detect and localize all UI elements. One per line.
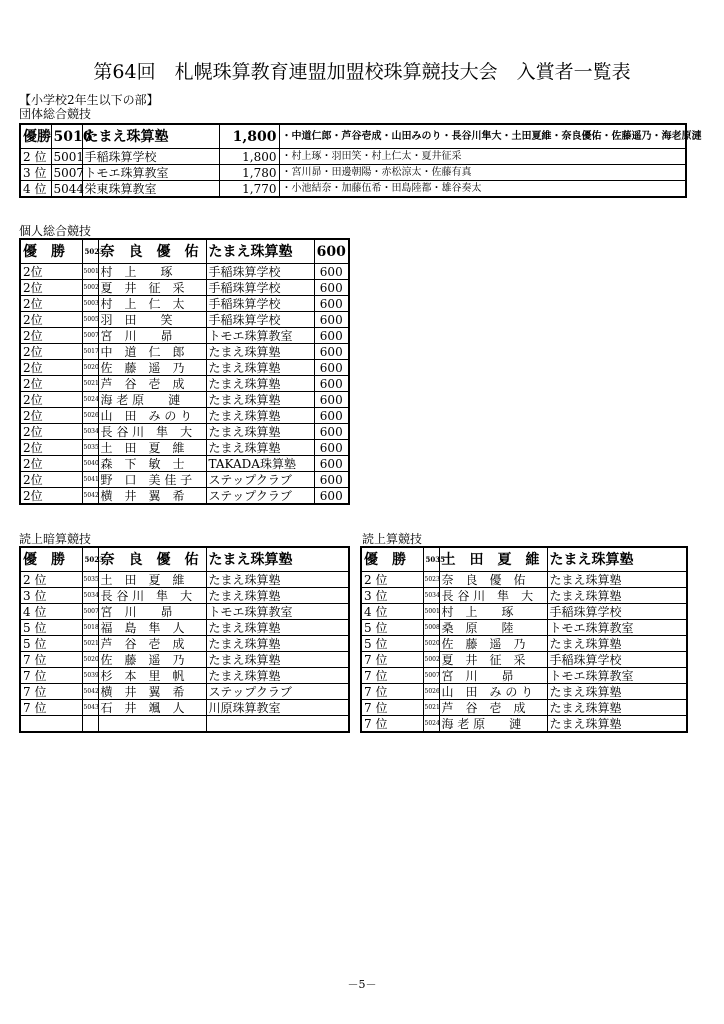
id-cell: 5007	[82, 604, 98, 620]
score-cell: 600	[314, 392, 349, 408]
team-table	[19, 123, 702, 198]
id-cell: 5023	[82, 547, 98, 572]
table-row	[20, 280, 349, 296]
id-cell: 5035	[423, 547, 439, 572]
id-cell: 5001	[51, 149, 82, 165]
table-row	[20, 572, 349, 588]
id-cell: 5016	[51, 124, 82, 149]
rank-cell: 4 位	[20, 604, 82, 620]
rank-cell: 2位	[20, 456, 82, 472]
rank-cell: 2 位	[361, 572, 423, 588]
name-cell: 横 井 翼 希	[98, 488, 206, 505]
score-cell: 600	[314, 488, 349, 505]
table-row	[361, 716, 687, 733]
id-cell	[82, 716, 98, 733]
table-row	[361, 620, 687, 636]
rank-cell: 3 位	[20, 588, 82, 604]
table-row	[20, 165, 686, 181]
table-row	[361, 572, 687, 588]
table-row	[20, 392, 349, 408]
rank-cell: 7 位	[20, 668, 82, 684]
score-cell: 1,800	[219, 149, 279, 165]
name-cell: 佐 藤 遥 乃	[439, 636, 547, 652]
table-row	[20, 264, 349, 280]
table-row	[20, 456, 349, 472]
score-cell: 600	[314, 296, 349, 312]
members-cell: ・小池結奈・加藤伍希・田島陸都・雄谷奏太	[279, 181, 686, 198]
id-cell: 5003	[82, 296, 98, 312]
id-cell: 5020	[82, 360, 98, 376]
rank-cell: 2位	[20, 344, 82, 360]
school-cell: たまえ珠算塾	[206, 547, 349, 572]
rank-cell: 2位	[20, 296, 82, 312]
school-cell: たまえ珠算塾	[206, 572, 349, 588]
school-cell: トモエ珠算教室	[206, 604, 349, 620]
rank-cell: 5 位	[361, 620, 423, 636]
winner-row	[20, 239, 349, 264]
winner-row	[361, 547, 687, 572]
score-cell: 1,770	[219, 181, 279, 198]
table-row	[20, 684, 349, 700]
rank-cell: 2位	[20, 264, 82, 280]
school-cell: たまえ珠算塾	[206, 408, 314, 424]
rank-cell: 5 位	[361, 636, 423, 652]
id-cell: 5008	[423, 620, 439, 636]
table-row	[20, 472, 349, 488]
school-cell: 手稲珠算学校	[547, 604, 687, 620]
id-cell: 5023	[423, 572, 439, 588]
rank-cell: 2位	[20, 392, 82, 408]
score-cell: 600	[314, 472, 349, 488]
school-cell: たまえ珠算塾	[206, 620, 349, 636]
id-cell: 5001	[82, 264, 98, 280]
school-cell: たまえ珠算塾	[206, 636, 349, 652]
rank-cell: 2位	[20, 488, 82, 505]
id-cell: 5042	[82, 488, 98, 505]
table-row	[20, 149, 686, 165]
school-cell: たまえ珠算塾	[547, 588, 687, 604]
name-cell: 土 田 夏 維	[98, 572, 206, 588]
name-cell: 福 島 隼 人	[98, 620, 206, 636]
school-cell: たまえ珠算塾	[206, 344, 314, 360]
rank-cell: 7 位	[361, 716, 423, 733]
id-cell: 5017	[82, 344, 98, 360]
school-cell: 手稲珠算学校	[206, 264, 314, 280]
table-row	[20, 652, 349, 668]
individual-table	[19, 238, 350, 505]
rank-cell: 優 勝	[20, 239, 82, 264]
name-cell: 夏 井 征 采	[439, 652, 547, 668]
score-cell: 600	[314, 264, 349, 280]
table-row	[361, 684, 687, 700]
rank-cell: 2位	[20, 360, 82, 376]
rank-cell: 3 位	[361, 588, 423, 604]
id-cell: 5002	[82, 280, 98, 296]
id-cell: 5007	[82, 328, 98, 344]
school-cell: たまえ珠算塾	[547, 572, 687, 588]
name-cell: 奈 良 優 佑	[439, 572, 547, 588]
id-cell: 5018	[82, 620, 98, 636]
school-cell: たまえ珠算塾	[206, 360, 314, 376]
id-cell: 5034	[82, 424, 98, 440]
table-row	[20, 440, 349, 456]
rank-cell: 7 位	[361, 668, 423, 684]
id-cell: 5002	[423, 652, 439, 668]
school-cell: たまえ珠算塾	[547, 684, 687, 700]
name-cell: 芦 谷 壱 成	[98, 636, 206, 652]
id-cell: 5020	[82, 652, 98, 668]
name-cell: 村 上 琢	[439, 604, 547, 620]
name-cell: 夏 井 征 采	[98, 280, 206, 296]
id-cell: 5024	[82, 392, 98, 408]
rank-cell: 優 勝	[20, 547, 82, 572]
name-cell: 土 田 夏 維	[98, 440, 206, 456]
name-cell: 芦 谷 壱 成	[439, 700, 547, 716]
table-row	[20, 328, 349, 344]
table-row	[20, 408, 349, 424]
score-cell: 1,800	[219, 124, 279, 149]
name-cell: 村 上 仁 太	[98, 296, 206, 312]
name-cell: 芦 谷 壱 成	[98, 376, 206, 392]
name-cell: 佐 藤 遥 乃	[98, 360, 206, 376]
sanzan-table	[360, 546, 688, 733]
id-cell: 5044	[51, 181, 82, 198]
rank-cell	[20, 716, 82, 733]
score-cell: 600	[314, 239, 349, 264]
score-cell: 600	[314, 328, 349, 344]
table-row	[361, 700, 687, 716]
name-cell: 石 井 颯 人	[98, 700, 206, 716]
school-cell: ステップクラブ	[206, 488, 314, 505]
name-cell: 土 田 夏 維	[439, 547, 547, 572]
rank-cell: 2位	[20, 472, 82, 488]
id-cell: 5007	[51, 165, 82, 181]
name-cell: 海 老 原 漣	[439, 716, 547, 733]
id-cell: 5023	[82, 239, 98, 264]
id-cell: 5026	[423, 684, 439, 700]
name-cell	[98, 716, 206, 733]
rank-cell: 2位	[20, 408, 82, 424]
school-cell: ステップクラブ	[206, 472, 314, 488]
name-cell: 宮 川 昴	[98, 328, 206, 344]
id-cell: 5020	[423, 636, 439, 652]
name-cell: 長 谷 川 隼 大	[98, 588, 206, 604]
id-cell: 5041	[82, 472, 98, 488]
team-heading: 団体総合競技	[19, 107, 92, 121]
page-title: 第64回 札幌珠算教育連盟加盟校珠算競技大会 入賞者一覧表	[93, 61, 631, 83]
table-row	[20, 181, 686, 198]
name-cell: 長 谷 川 隼 大	[98, 424, 206, 440]
id-cell: 5021	[82, 636, 98, 652]
score-cell: 600	[314, 456, 349, 472]
rank-cell: 7 位	[20, 652, 82, 668]
table-row	[20, 360, 349, 376]
school-cell: たまえ珠算塾	[206, 239, 314, 264]
school-cell: トモエ珠算教室	[82, 165, 219, 181]
rank-cell: 7 位	[20, 684, 82, 700]
name-cell: 佐 藤 遥 乃	[98, 652, 206, 668]
name-cell: 野 口 美 佳 子	[98, 472, 206, 488]
id-cell: 5005	[82, 312, 98, 328]
table-row	[20, 716, 349, 733]
school-cell: たまえ珠算塾	[206, 376, 314, 392]
members-cell: ・宮川昴・田邊朝陽・赤松涼太・佐藤有真	[279, 165, 686, 181]
rank-cell: 7 位	[361, 684, 423, 700]
page-number: －5－	[347, 978, 377, 991]
rank-cell: 2位	[20, 424, 82, 440]
id-cell: 5007	[423, 668, 439, 684]
name-cell: 奈 良 優 佑	[98, 547, 206, 572]
school-cell: 手稲珠算学校	[206, 296, 314, 312]
table-row	[361, 668, 687, 684]
name-cell: 宮 川 昴	[439, 668, 547, 684]
name-cell: 森 下 敏 士	[98, 456, 206, 472]
winner-row	[20, 547, 349, 572]
school-cell: たまえ珠算塾	[206, 424, 314, 440]
school-cell: たまえ珠算塾	[547, 636, 687, 652]
individual-heading: 個人総合競技	[19, 224, 92, 238]
school-cell: たまえ珠算塾	[82, 124, 219, 149]
rank-cell: 7 位	[20, 700, 82, 716]
score-cell: 600	[314, 376, 349, 392]
name-cell: 桑 原 陸	[439, 620, 547, 636]
sanzan-heading: 読上算競技	[362, 532, 423, 546]
id-cell: 5043	[82, 700, 98, 716]
table-row	[20, 636, 349, 652]
table-row	[20, 620, 349, 636]
name-cell: 海 老 原 漣	[98, 392, 206, 408]
name-cell: 羽 田 笑	[98, 312, 206, 328]
score-cell: 600	[314, 440, 349, 456]
rank-cell: 2位	[20, 376, 82, 392]
id-cell: 5026	[82, 408, 98, 424]
rank-cell: 2位	[20, 328, 82, 344]
anzan-heading: 読上暗算競技	[19, 532, 92, 546]
members-cell: ・中道仁郎・芦谷壱成・山田みのり・長谷川隼大・土田夏維・奈良優佑・佐藤遥乃・海老原漣	[279, 124, 686, 149]
name-cell: 長 谷 川 隼 大	[439, 588, 547, 604]
school-cell: 栄東珠算教室	[82, 181, 219, 198]
name-cell: 横 井 翼 希	[98, 684, 206, 700]
table-row	[20, 488, 349, 505]
score-cell: 600	[314, 424, 349, 440]
school-cell: トモエ珠算教室	[547, 620, 687, 636]
school-cell: トモエ珠算教室	[547, 668, 687, 684]
id-cell: 5024	[423, 716, 439, 733]
school-cell: たまえ珠算塾	[206, 668, 349, 684]
rank-cell: 2位	[20, 280, 82, 296]
table-row	[20, 344, 349, 360]
table-row	[361, 636, 687, 652]
school-cell: 手稲珠算学校	[547, 652, 687, 668]
rank-cell: 5 位	[20, 636, 82, 652]
anzan-table	[19, 546, 350, 733]
school-cell: たまえ珠算塾	[547, 547, 687, 572]
rank-cell: 優 勝	[361, 547, 423, 572]
id-cell: 5035	[82, 440, 98, 456]
table-row	[20, 424, 349, 440]
rank-cell: 5 位	[20, 620, 82, 636]
score-cell: 600	[314, 408, 349, 424]
school-cell: たまえ珠算塾	[206, 588, 349, 604]
school-cell: ステップクラブ	[206, 684, 349, 700]
school-cell: TAKADA珠算塾	[206, 456, 314, 472]
id-cell: 5034	[423, 588, 439, 604]
id-cell: 5040	[82, 456, 98, 472]
rank-cell: 4 位	[20, 181, 51, 198]
table-row	[20, 312, 349, 328]
id-cell: 5021	[82, 376, 98, 392]
name-cell: 中 道 仁 郎	[98, 344, 206, 360]
table-row	[20, 296, 349, 312]
winner-row	[20, 124, 686, 149]
school-cell: トモエ珠算教室	[206, 328, 314, 344]
score-cell: 600	[314, 312, 349, 328]
rank-cell: 2 位	[20, 149, 51, 165]
name-cell: 杉 本 里 帆	[98, 668, 206, 684]
school-cell: 川原珠算教室	[206, 700, 349, 716]
rank-cell: 優勝	[20, 124, 51, 149]
id-cell: 5001	[423, 604, 439, 620]
rank-cell: 3 位	[20, 165, 51, 181]
rank-cell: 7 位	[361, 652, 423, 668]
id-cell: 5035	[82, 572, 98, 588]
score-cell: 600	[314, 280, 349, 296]
score-cell: 600	[314, 360, 349, 376]
rank-cell: 7 位	[361, 700, 423, 716]
rank-cell: 4 位	[361, 604, 423, 620]
name-cell: 村 上 琢	[98, 264, 206, 280]
rank-cell: 2 位	[20, 572, 82, 588]
table-row	[361, 604, 687, 620]
table-row	[20, 588, 349, 604]
table-row	[361, 588, 687, 604]
school-cell: たまえ珠算塾	[547, 700, 687, 716]
school-cell	[206, 716, 349, 733]
school-cell: たまえ珠算塾	[206, 392, 314, 408]
id-cell: 5039	[82, 668, 98, 684]
score-cell: 1,780	[219, 165, 279, 181]
name-cell: 宮 川 昴	[98, 604, 206, 620]
id-cell: 5042	[82, 684, 98, 700]
members-cell: ・村上琢・羽田笑・村上仁太・夏井征采	[279, 149, 686, 165]
name-cell: 山 田 み の り	[98, 408, 206, 424]
school-cell: 手稲珠算学校	[206, 312, 314, 328]
rank-cell: 2位	[20, 440, 82, 456]
score-cell: 600	[314, 344, 349, 360]
school-cell: たまえ珠算塾	[206, 440, 314, 456]
school-cell: たまえ珠算塾	[547, 716, 687, 733]
rank-cell: 2位	[20, 312, 82, 328]
id-cell: 5034	[82, 588, 98, 604]
section-label: 【小学校2年生以下の部】	[19, 93, 159, 107]
id-cell: 5021	[423, 700, 439, 716]
school-cell: たまえ珠算塾	[206, 652, 349, 668]
school-cell: 手稲珠算学校	[206, 280, 314, 296]
name-cell: 奈 良 優 佑	[98, 239, 206, 264]
table-row	[20, 668, 349, 684]
table-row	[361, 652, 687, 668]
table-row	[20, 700, 349, 716]
table-row	[20, 376, 349, 392]
school-cell: 手稲珠算学校	[82, 149, 219, 165]
name-cell: 山 田 み の り	[439, 684, 547, 700]
table-row	[20, 604, 349, 620]
